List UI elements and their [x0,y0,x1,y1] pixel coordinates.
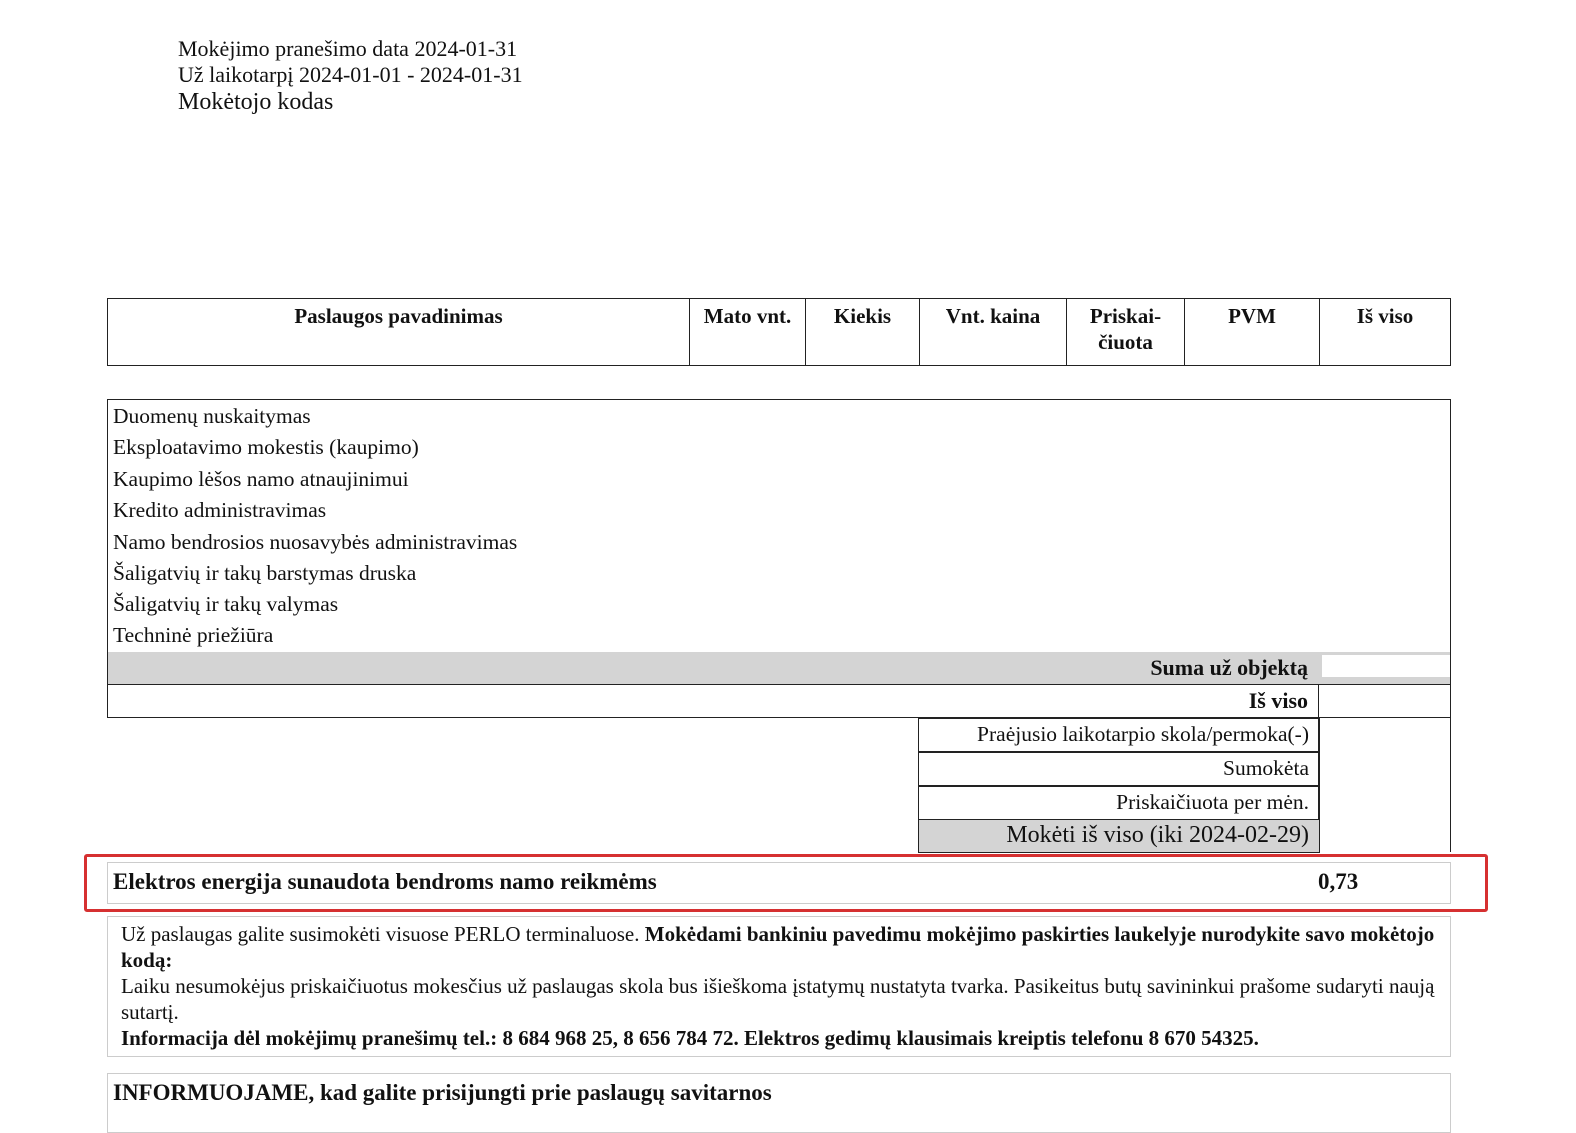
payer-code-label: Mokėtojo kodas [178,89,334,115]
info-line1: Už paslaugas galite susimokėti visuose PERLO terminaluose. [121,922,645,946]
self-service-text: INFORMUOJAME, kad galite prisijungti prie paslaugų savitarnos [113,1080,772,1105]
billing-period: Už laikotarpį 2024-01-01 - 2024-01-31 [178,62,523,87]
list-item: Šaligatvių ir takų valymas [113,592,339,616]
col-unit: Mato vnt. [689,299,805,365]
col-calculated: Priskai- čiuota [1066,299,1184,365]
electricity-label: Elektros energija sunaudota bendroms namo reikmėms [113,869,657,894]
object-sum-row [108,652,1450,685]
total-label: Iš viso [1248,688,1308,713]
object-sum-label: Suma už objektą [1150,655,1308,680]
col-unit-price: Vnt. kaina [919,299,1066,365]
services-table-header [107,298,1451,366]
payment-info [107,916,1451,1057]
col-total: Iš viso [1319,299,1450,365]
list-item: Namo bendrosios nuosavybės administravimas [113,530,518,554]
info-contacts: Informacija dėl mokėjimų pranešimų tel.: 8 684 968 25, 8 656 784 72. Elektros gedimų klausimais kreiptis telefonu 8 670 54325. [121,1026,1259,1050]
col-service-name: Paslaugos pavadinimas [294,304,503,328]
col-vat: PVM [1184,299,1319,365]
previous-debt-label: Praėjusio laikotarpio skola/permoka(-) [918,718,1320,752]
object-sum-value [1322,655,1450,677]
paid-label: Sumokėta [918,752,1320,786]
highlight-box [84,854,1488,912]
col-quantity: Kiekis [805,299,919,365]
pay-total-label: Mokėti iš viso (iki 2024-02-29) [918,819,1320,853]
list-item: Duomenų nuskaitymas [113,404,311,428]
list-item: Šaligatvių ir takų barstymas druska [113,561,417,585]
list-item: Techninė priežiūra [113,623,274,647]
list-item: Eksploatavimo mokestis (kaupimo) [113,435,419,459]
info-line2: Laiku nesumokėjus priskaičiuotus mokesčius už paslaugas skola bus išieškoma įstatymų nustatyta tvarka. Pasikeitus butų savininkui prašome sudaryti naują sutartį. [121,974,1435,1024]
electricity-value: 0,73 [1318,869,1359,894]
notice-date: Mokėjimo pranešimo data 2024-01-31 [178,36,518,61]
info-line1-bold: Mokėdami bankiniu pavedimu mokėjimo paskirties laukelyje nurodykite savo mokėtojo kodą: [121,922,1435,972]
calculated-monthly-label: Priskaičiuota per mėn. [918,786,1320,820]
services-list [107,399,1451,718]
list-item: Kredito administravimas [113,498,327,522]
list-item: Kaupimo lėšos namo atnaujinimui [113,467,409,491]
totals-value-column [1318,684,1451,852]
self-service-notice [107,1073,1451,1133]
